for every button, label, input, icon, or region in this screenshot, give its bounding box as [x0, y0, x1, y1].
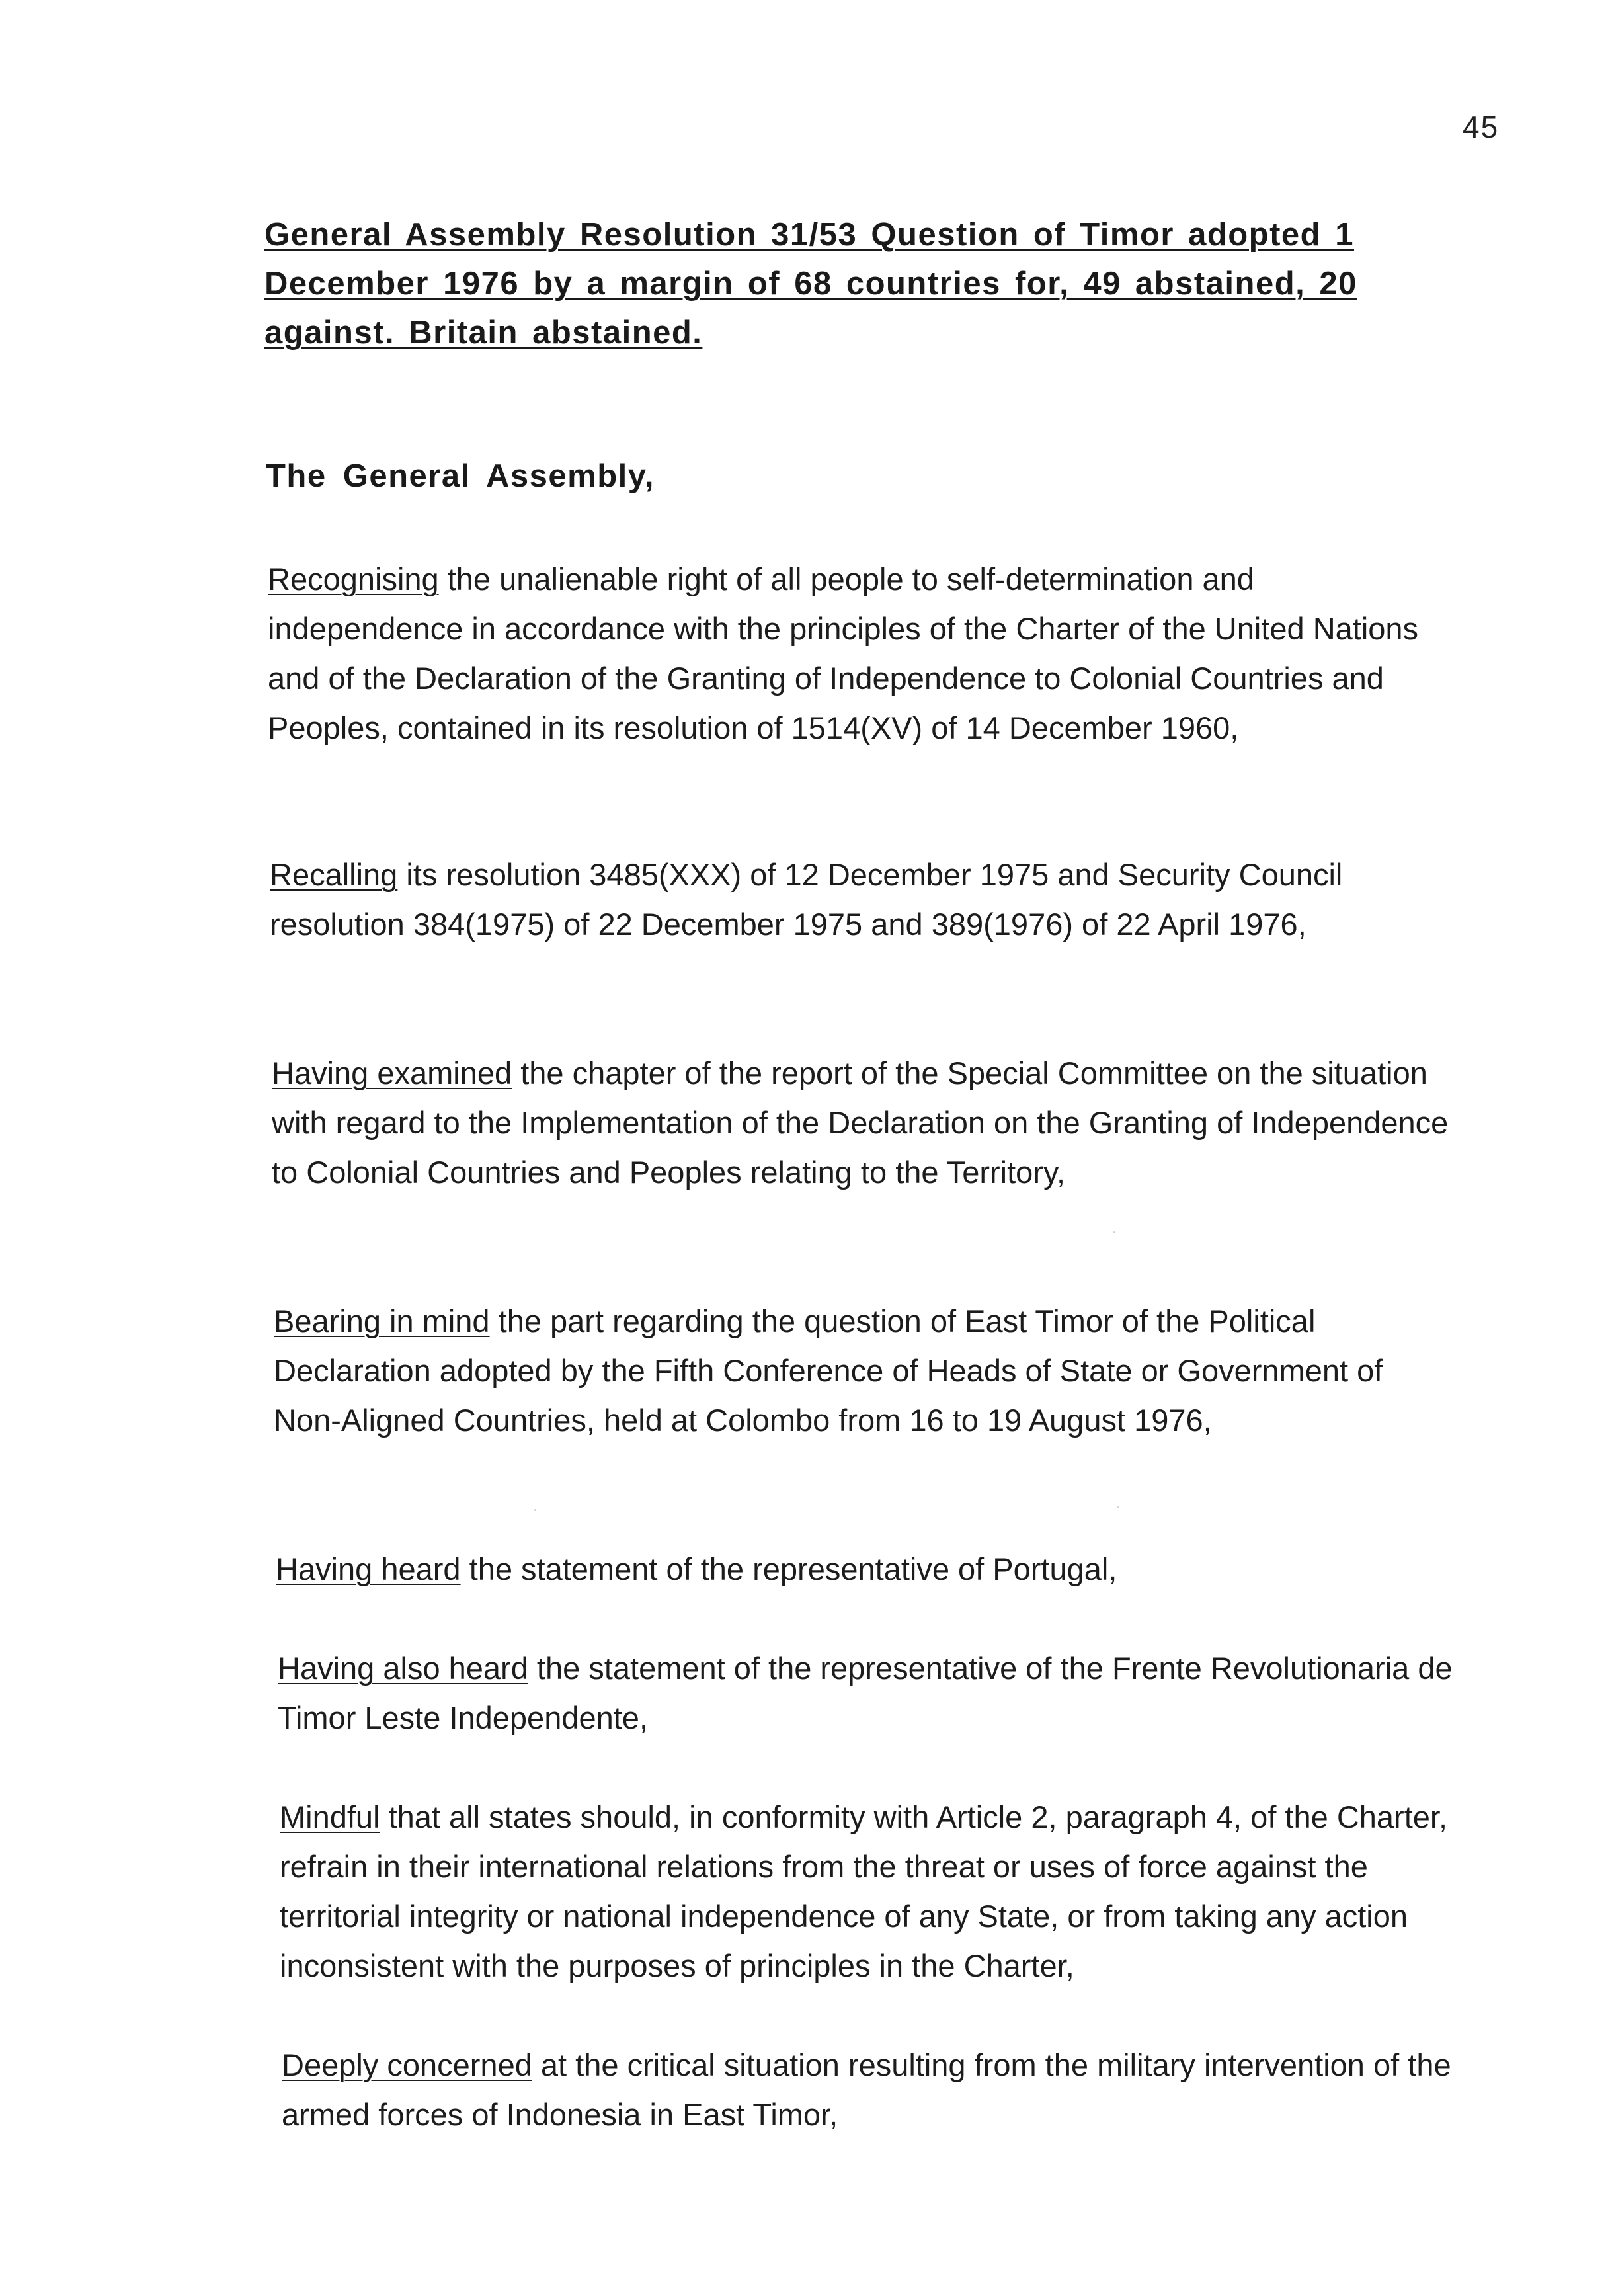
clause-text: the unalienable right of all people to self-determination and independence in accordance with the principles of the Charter of the United Nations and of the Declaration of the Granting of Independence to Colonial Countries and Peoples, contained in its resolution of 1514(XV) of 14 December 1960,	[268, 561, 1419, 745]
clause-text: at the critical situation resulting from the military intervention of the armed forces of Indonesia in East Timor,	[282, 2047, 1451, 2132]
clause-bearing-in-mind	[274, 1296, 1451, 1445]
clause-recalling	[270, 850, 1447, 949]
scan-speck	[1117, 1506, 1119, 1508]
clause-text: the statement of the representative of the Frente Revolutionaria de Timor Leste Independente,	[278, 1651, 1453, 1735]
resolution-heading: General Assembly Resolution 31/53 Question of Timor adopted 1 December 1976 by a margin of 68 countries for, 49 abstained, 20 against. Britain abstained.	[264, 217, 1357, 350]
clause-lead: Recalling	[270, 857, 398, 892]
clause-mindful	[280, 1792, 1457, 1990]
clause-having-heard	[276, 1544, 1453, 1594]
clause-lead: Mindful	[280, 1799, 380, 1834]
clause-lead: Having examined	[272, 1055, 512, 1090]
clause-text: the statement of the representative of Portugal,	[460, 1551, 1117, 1586]
clause-recognising	[268, 554, 1445, 753]
clause-deeply-concerned	[282, 2040, 1459, 2139]
clause-text: the chapter of the report of the Special Committee on the situation with regard to the Implementation of the Declaration on the Granting of Independence to Colonial Countries and Peoples relating to the Territory,	[272, 1055, 1449, 1190]
intro-line: The General Assembly,	[266, 458, 655, 494]
clause-lead: Having heard	[276, 1551, 461, 1586]
clause-having-also-heard	[278, 1643, 1455, 1742]
clause-lead: Deeply concerned	[282, 2047, 532, 2082]
page-number: 45	[1463, 110, 1500, 144]
clause-lead: Bearing in mind	[274, 1303, 490, 1338]
clause-text: its resolution 3485(XXX) of 12 December 1975 and Security Council resolution 384(1975) of 22 December 1975 and 389(1976) of 22 April 1976,	[270, 857, 1343, 942]
scan-speck	[534, 1509, 536, 1511]
clause-having-examined	[272, 1048, 1449, 1197]
clause-lead: Recognising	[268, 561, 439, 596]
scan-speck	[1113, 1231, 1115, 1233]
clause-text: that all states should, in conformity with Article 2, paragraph 4, of the Charter, refrain in their international relations from the threat or uses of force against the territorial integrity or national independence of any State, or from taking any action inconsistent with the purposes of principles in the Charter,	[280, 1799, 1448, 1983]
clause-text: the part regarding the question of East Timor of the Political Declaration adopted by the Fifth Conference of Heads of State or Government of Non-Aligned Countries, held at Colombo from 16 to 19 August 1976,	[274, 1303, 1383, 1438]
clause-lead: Having also heard	[278, 1651, 528, 1686]
